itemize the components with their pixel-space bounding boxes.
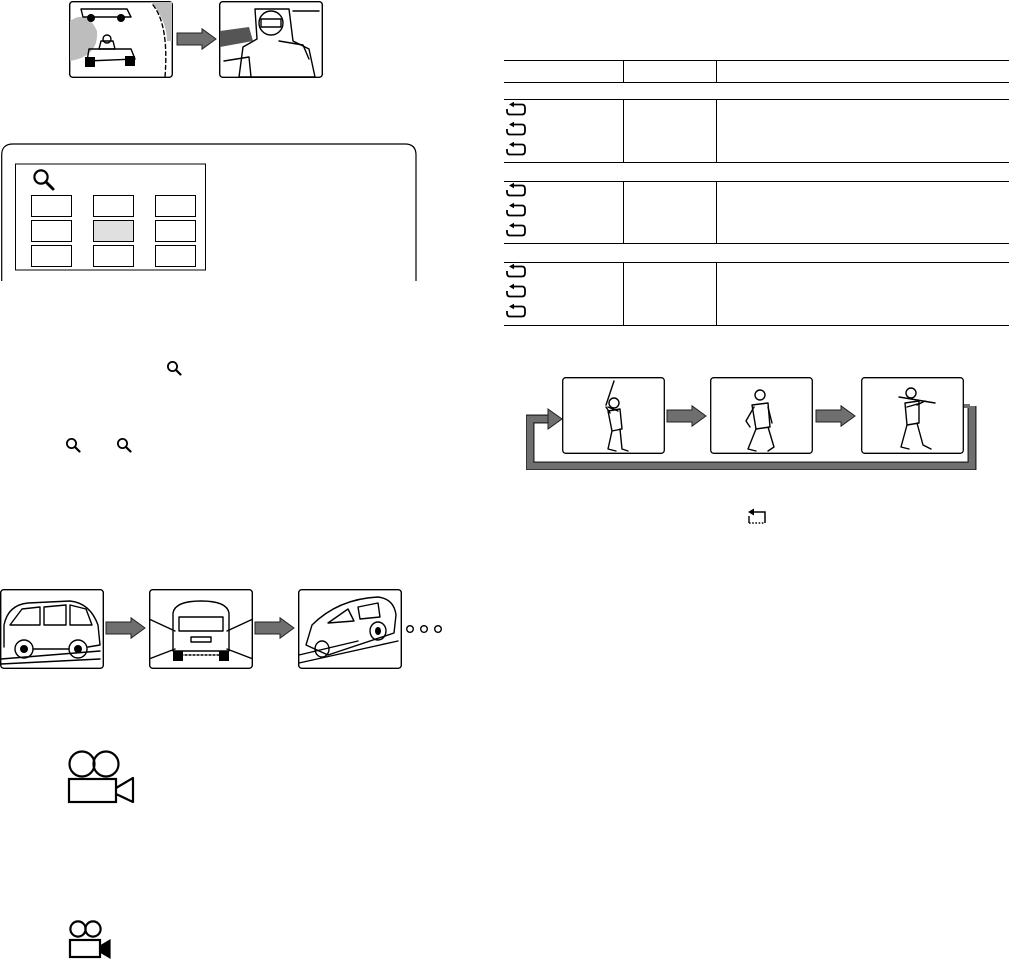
- zoom-grid-cell-3[interactable]: [155, 195, 196, 217]
- repeat-arrow-icon: [505, 303, 527, 319]
- repeat-arrow-icon: [505, 283, 527, 299]
- repeat-mode-table: [504, 58, 1009, 328]
- zoom-grid-cell-7[interactable]: [31, 245, 72, 267]
- return-icon: [746, 508, 768, 526]
- van-angle-frame-3: [298, 589, 402, 669]
- repeat-arrow-icon: [505, 101, 527, 117]
- repeat-arrow-icon: [505, 263, 527, 279]
- camera-angle-icon-small: [68, 920, 112, 960]
- magnifier-icon: [166, 360, 182, 376]
- race-car-zoomed-frame: [219, 1, 323, 78]
- magnifier-icon: [32, 168, 56, 192]
- repeat-arrow-icon: [505, 141, 527, 157]
- zoom-grid-cell-8[interactable]: [93, 245, 134, 267]
- race-car-wide-frame: [69, 1, 173, 78]
- repeat-arrow-icon: [505, 202, 527, 218]
- van-angle-frame-1: [0, 589, 104, 669]
- camera-angle-icon-large: [66, 750, 136, 804]
- zoom-grid-cell-6[interactable]: [155, 220, 196, 242]
- baseball-frame-3: [861, 377, 964, 454]
- baseball-arrow-2: [815, 405, 857, 427]
- repeat-arrow-icon: [505, 222, 527, 238]
- zoom-grid-cell-9[interactable]: [155, 245, 196, 267]
- van-angle-frame-2: [149, 589, 253, 669]
- zoom-grid-cell-2[interactable]: [93, 195, 134, 217]
- van-sequence-arrow-2: [254, 617, 296, 639]
- baseball-arrow-1: [666, 405, 708, 427]
- zoom-arrow: [176, 28, 218, 50]
- ellipsis-icon: [403, 623, 445, 635]
- baseball-frame-1: [562, 377, 665, 454]
- repeat-arrow-icon: [505, 182, 527, 198]
- zoom-grid-cell-4[interactable]: [31, 220, 72, 242]
- baseball-frame-2: [710, 377, 813, 454]
- zoom-grid-cell-1[interactable]: [31, 195, 72, 217]
- zoom-grid-cell-5-selected[interactable]: [93, 220, 134, 242]
- magnifier-icon: [116, 437, 132, 453]
- van-sequence-arrow-1: [105, 617, 147, 639]
- repeat-arrow-icon: [505, 121, 527, 137]
- magnifier-icon: [65, 437, 81, 453]
